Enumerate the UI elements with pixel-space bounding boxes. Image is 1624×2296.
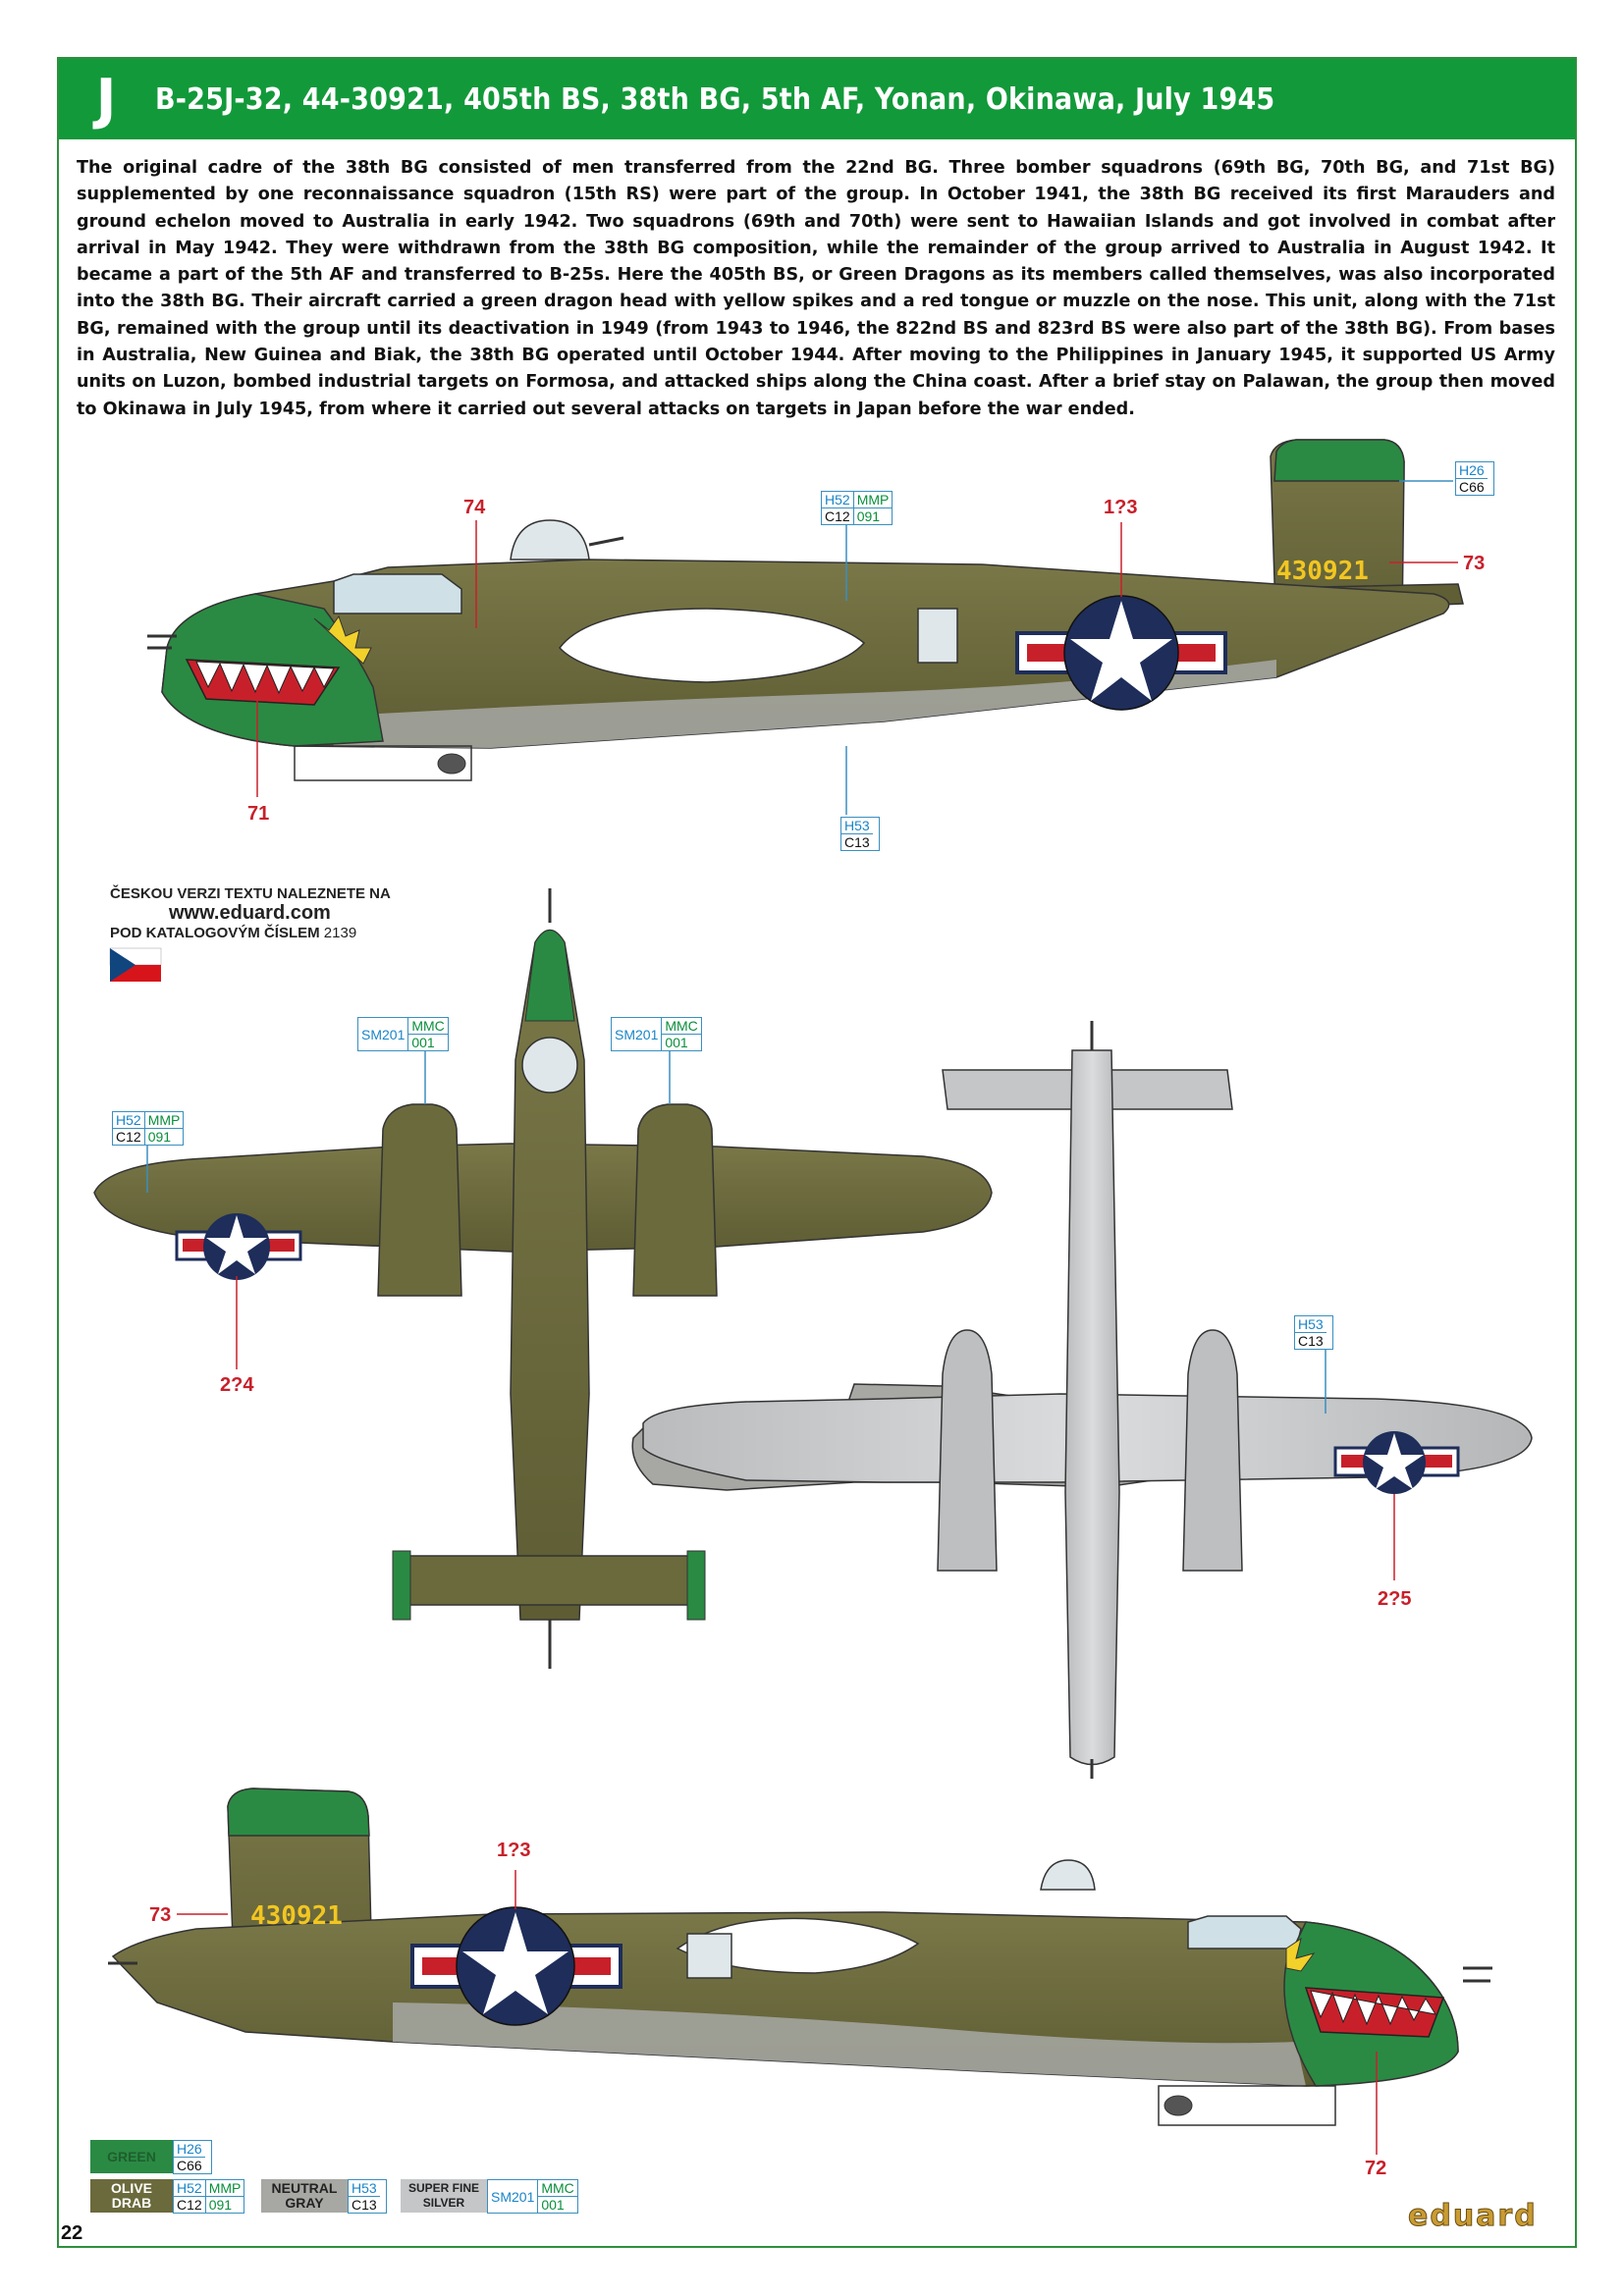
callout-top-wing: 2?4: [220, 1374, 254, 1396]
callout-73: 73: [1463, 553, 1486, 574]
code-gray-bottom: H53 C13: [1294, 1315, 1333, 1350]
callout-72: 72: [1365, 2158, 1387, 2179]
code-olive-top: H52 MMP C12 091: [112, 1111, 184, 1146]
side-view-left: [147, 440, 1463, 815]
callout-side-star: 1?3: [1104, 497, 1138, 518]
side2-tail-number: 430921: [250, 1901, 343, 1931]
legend-olive-swatch: OLIVE DRAB: [90, 2179, 173, 2213]
profile-title: B-25J-32, 44-30921, 405th BS, 38th BG, 5th AF, Yonan, Okinawa, July 1945: [155, 81, 1275, 117]
page-number: 22: [61, 2222, 83, 2244]
eduard-url[interactable]: www.eduard.com: [169, 902, 331, 924]
code-silver-left: SM201 MMC 001: [357, 1017, 449, 1051]
legend-silver-code: SM201 MMC 001: [487, 2179, 578, 2214]
legend-silver-swatch: SUPER FINE SILVER: [401, 2179, 487, 2213]
czech-flag: [110, 948, 161, 982]
callout-74: 74: [463, 497, 486, 518]
callout-71: 71: [247, 803, 270, 825]
profile-letter: J: [95, 67, 117, 132]
legend-olive-code: H52 MMP C12 091: [173, 2179, 244, 2214]
code-gray-side: H53 C13: [840, 817, 880, 851]
legend-gray-swatch: NEUTRAL GRAY: [261, 2179, 348, 2213]
legend-green-code: H26 C66: [173, 2140, 212, 2174]
side-tail-number: 430921: [1276, 557, 1369, 586]
top-view: [94, 888, 992, 1669]
side-view-right: [108, 1789, 1492, 2155]
code-green-tail: H26 C66: [1455, 461, 1494, 496]
legend-gray-code: H53 C13: [348, 2179, 387, 2214]
code-silver-right: SM201 MMC 001: [611, 1017, 702, 1051]
legend-green-swatch: GREEN: [90, 2140, 173, 2173]
callout-side2-tail: 73: [149, 1904, 172, 1926]
callout-side2-star: 1?3: [497, 1840, 531, 1861]
code-olive-side: H52 MMP C12 091: [821, 491, 893, 525]
callout-bottom-wing: 2?5: [1378, 1588, 1412, 1610]
history-text: The original cadre of the 38th BG consisted of men transferred from the 22nd BG. Three bomber squadrons (69th BG, 70th BG, and 71st BG) supplemented by one reconnaissance squadron (15th RS) were part of the group. In October 1941, the 38th BG received its first Marauders and ground echelon moved to Australia in early 1942. Two squadrons (69th and 70th) were sent to Hawaiian Islands and got involved in combat after arrival in May 1942. They were withdrawn from the 38th BG composition, while the remainder of the group arrived to Australia in August 1942. It became a part of the 5th AF and transferred to B-25s. Here the 405th BS, or Green Dragons as its members called themselves, was also incorporated into the 38th BG. Their aircraft carried a green dragon head with yellow spikes and a red tongue or muzzle on the nose. This unit, along with the 71st BG, remained with the group until its deactivation in 1949 (from 1943 to 1946, the 822nd BS and 823rd BS were also part of the 38th BG). From bases in Australia, New Guinea and Biak, the 38th BG operated until October 1944. After moving to the Philippines in January 1945, it supported US Army units on Luzon, bombed industrial targets on Formosa, and attacked ships along the China coast. After a brief stay on Palawan, the group then moved to Okinawa in July 1945, from where it carried out several attacks on targets in Japan before the war ended.: [77, 158, 1555, 419]
eduard-logo: eduard: [1408, 2199, 1538, 2233]
czech-note: ČESKOU VERZI TEXTU NALEZNETE NA www.eduard.com POD KATALOGOVÝM ČÍSLEM 2139: [110, 885, 391, 941]
